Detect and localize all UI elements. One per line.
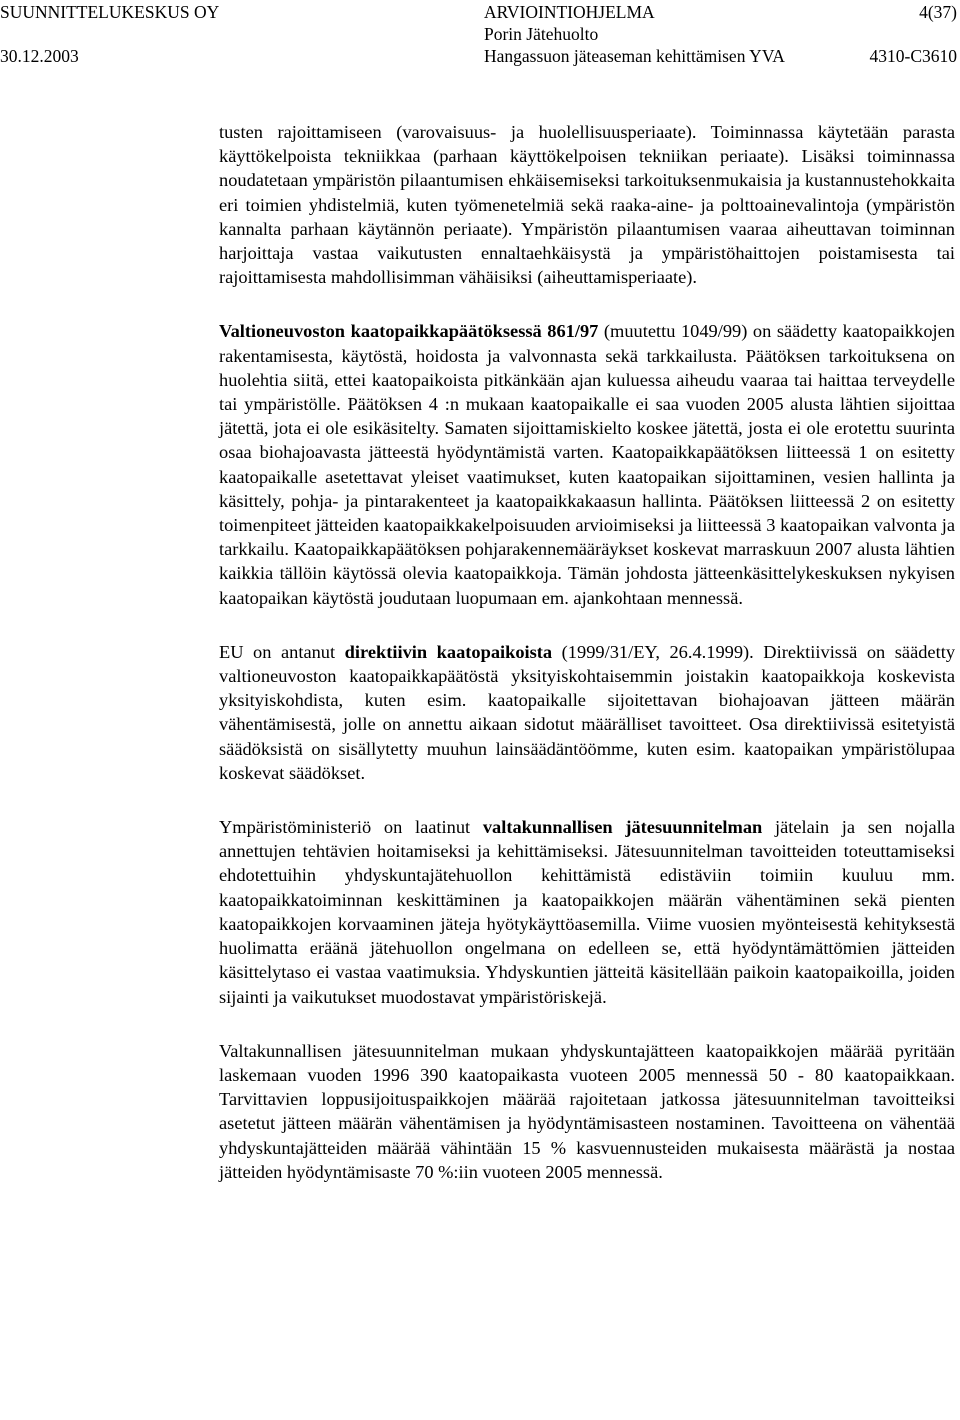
paragraph-principles: [219, 120, 955, 289]
paragraph-emphasis: Valtioneuvoston kaatopaikkapäätöksessä 861/97: [219, 321, 599, 342]
paragraph-text-before: EU on antanut: [219, 641, 345, 662]
header-page-number: 4(37): [919, 2, 957, 22]
header-document-type: ARVIOINTIOHJELMA: [484, 2, 655, 22]
paragraph-text-after: (muutettu 1049/99) on säädetty kaatopaikkojen rakentamisesta, käytöstä, hoidosta ja valvonnasta sekä tarkkailusta. Päätöksen tarkoituksena on huolehtia siitä, ettei kaatopaikoista pitkänkään ajan kuluessa aiheudu vaaraa tai haittaa terveydelle tai ympäristölle. Päätöksen 4 :n mukaan kaatopaikalle ei saa vuoden 2005 alusta lähtien sijoittaa jätettä, jota ei ole esikäsitelty. Samaten sijoittamiskielto koskee jätettä, josta ei ole erotettu suurinta osaa biohajoavasta jätteestä hyödyntämistä varten. Kaatopaikkapäätöksen liitteessä 1 on esitetty kaatopaikalle asetettavat yleiset vaatimukset, kuten kaatopaikan sijoittaminen, vesien hallinta ja käsittely, pohja- ja pintarakenteet ja kaatopaikkakaasun hallinta. Päätöksen liitteessä 2 on esitetty toimenpiteet jätteiden kaatopaikkakelpoisuuden arvioimiseksi ja liitteessä 3 kaatopaikan valvonta ja tarkkailu. Kaatopaikkapäätöksen pohjarakennemääräykset koskevat marraskuun 2007 alusta lähtien kaikkia tällöin käytössä olevia kaatopaikkoja. Tämän johdosta jätteenkäsittelykeskuksen nykyisen kaatopaikan käytöstä joudutaan luopumaan em. ajankohtaan mennessä.: [219, 321, 955, 608]
paragraph-text-after: (1999/31/EY, 26.4.1999). Direktiivissä on säädetty valtioneuvoston kaatopaikkapäätöstä yksityiskohtaisemmin joistakin kaatopaikkoja koskevista yksityiskohdista, kuten esim. kaatopaikalle sijoitettavan biohajoavan jätteen määrän vähentämisestä, jolle on annettu aikaan sidotut määrälliset tavoitteet. Osa direktiivissä esitetyistä säädöksistä on sisällytetty muuhun lainsäädäntöömme, kuten esim. kaatopaikan ympäristölupaa koskevat säädökset.: [219, 641, 956, 783]
paragraph-emphasis: valtakunnallisen jätesuunnitelman: [482, 817, 763, 838]
paragraph-text-before: Ympäristöministeriö on laatinut: [219, 817, 483, 838]
paragraph-text-after: jätelain ja sen nojalla annettujen tehtävien hoitamiseksi ja kehittämiseksi. Jätesuunnitelman tavoitteiden toteuttamiseksi ehdotettuihin yhdyskuntajätehuollon kehittämistä edistäviin toimiin kuuluu mm. kaatopaikkatoiminnan keskittäminen ja kaatopaikkojen määrän vähentäminen sekä pienten kaatopaikkojen korvaaminen jäteja hyötykäyttöasemilla. Viime vuosien myönteisestä kehityksestä huolimatta eräänä jätehuollon ongelmana on edelleen se, että hyödyntämättömien jätteiden käsittelytaso ei vastaa vaatimuksia. Yhdyskuntien jätteitä käsitellään paikoin kaatopaikoilla, joiden sijainti ja vaikutukset muodostavat ympäristöriskejä.: [219, 817, 955, 1007]
page-header: [0, 0, 960, 72]
header-client: Porin Jätehuolto: [484, 24, 599, 44]
paragraph-landfill-decision: [219, 319, 955, 609]
header-date: 30.12.2003: [0, 46, 79, 66]
header-organization: SUUNNITTELUKESKUS OY: [0, 2, 220, 22]
paragraph-national-waste-plan: [219, 815, 955, 1009]
paragraph-eu-directive: [219, 640, 955, 785]
paragraph-text: Valtakunnallisen jätesuunnitelman mukaan yhdyskuntajätteen kaatopaikkojen määrää pyritään laskemaan vuoden 1996 390 kaatopaikasta vuoteen 2005 mennessä 50 - 80 kaatopaikkaan. Tarvittavien loppusijoituspaikkojen määrää rajoitetaan jatkossa jätesuunnitelman tavoitteiksi asetetut jätteen määrän vähentämisen ja hyödyntämisasteen nostaminen. Tavoitteena on vähentää yhdyskuntajätteiden määrää vähintään 15 % kasvuennusteiden mukaisesta määrästä ja nostaa jätteiden hyödyntämisaste 70 %:iin vuoteen 2005 mennessä.: [219, 1040, 955, 1182]
paragraph-waste-plan-targets: [219, 1039, 955, 1184]
paragraph-text: tusten rajoittamiseen (varovaisuus- ja huolellisuusperiaate). Toiminnassa käytetään parasta käyttökelpoista tekniikkaa (parhaan käyttökelpoisen tekniikan periaate). Lisäksi toiminnassa noudatetaan ympäristön pilaantumisen ehkäisemiseksi tarkoituksenmukaisia ja kustannustehokkaita eri toimien yhdistelmiä, kuten työmenetelmiä sekä raaka-aine- ja polttoainevalintoja (ympäristön kannalta parhaan käytännön periaate). Ympäristön pilaantumisen vaaraa aiheuttavan toiminnan harjoittaja vastaa vaikutusten ennaltaehkäisystä ja ympäristöhaittojen poistamisesta tai rajoittamisesta mahdollisimman vähäisiksi (aiheuttamisperiaate).: [219, 122, 955, 288]
document-body: [219, 120, 955, 1214]
header-project: Hangassuon jäteaseman kehittämisen YVA: [484, 46, 785, 66]
header-project-code: 4310-C3610: [869, 46, 957, 66]
paragraph-emphasis: direktiivin kaatopaikoista: [344, 641, 553, 662]
